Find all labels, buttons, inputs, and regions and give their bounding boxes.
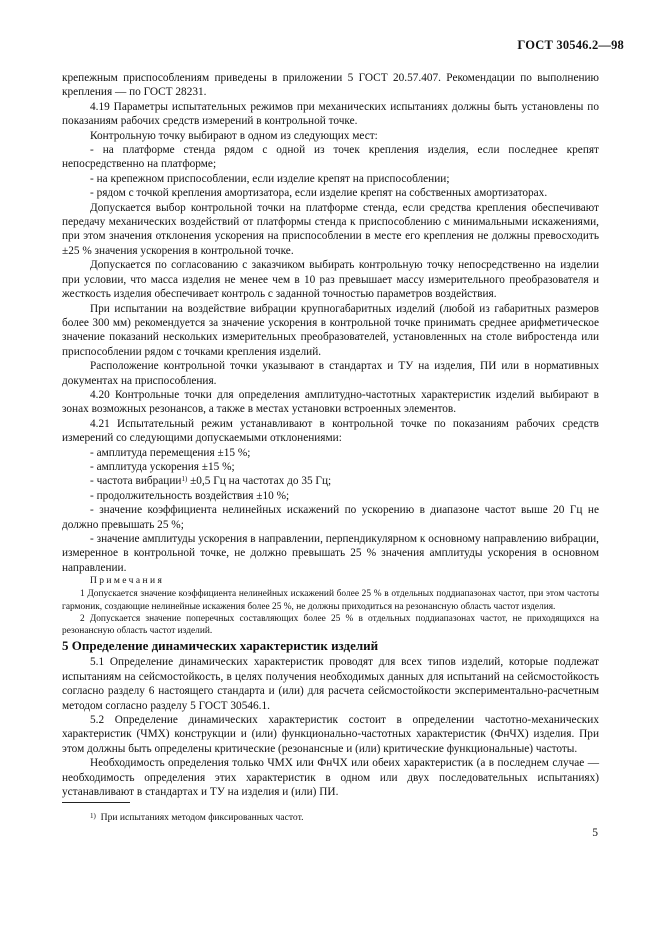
footnote-ref: 1) — [181, 475, 188, 484]
list-item: - продолжительность воздействия ±10 %; — [90, 489, 290, 502]
paragraph: Допускается выбор контрольной точки на платформе стенда, если средства крепления обеспечивают передачу механических воздействий от платформы стенда к приспособлению с минимальными искажениями, при этом значения отклонения ускорения на приспособлении в месте его крепления не должны превосходить ±25 % значения ускорения в контрольной точке. — [62, 201, 599, 257]
footnote — [90, 812, 303, 824]
list-item: - амплитуда перемещения ±15 %; — [90, 446, 251, 459]
page-number: 5 — [592, 827, 598, 839]
paragraph: 4.21 Испытательный режим устанавливают в контрольной точке по показаниям рабочих средств измерений со следующими допускаемыми отклонениями: — [62, 417, 599, 445]
list-item: - рядом с точкой крепления амортизатора, если изделие крепят на собственных амортизаторах. — [90, 187, 548, 200]
paragraph: крепежным приспособлениям приведены в приложении 5 ГОСТ 20.57.407. Рекомендации по выполнению крепления — по ГОСТ 28231. — [62, 72, 599, 99]
paragraph: При испытании на воздействие вибрации крупногабаритных изделий (любой из габаритных размеров более 300 мм) рекомендуется за значение ускорения в контрольной точке принимать среднее арифметическое значение показаний нескольких измерительных преобразователей, установленных на столе вибростенда или приспособлении рядом с точками крепления изделий. — [62, 302, 599, 358]
paragraph: 4.20 Контрольные точки для определения амплитудно-частотных характеристик изделий выбирают в зонах возможных резонансов, а также в местах установки встроенных элементов. — [62, 388, 599, 416]
paragraph: 5.1 Определение динамических характеристик проводят для всех типов изделий, которые подлежат испытаниям на сейсмостойкость, в целях получения необходимых данных для испытаний на сейсмостойкость согласно разделу 6 настоящего стандарта и (или) для расчета сейсмостойкости экспериментально-расчетным методом согласно разделу 5 ГОСТ 30546.1. — [62, 656, 599, 712]
document-header: ГОСТ 30546.2—98 — [517, 38, 624, 52]
freq-prefix: - частота вибрации — [90, 475, 182, 488]
section-heading: 5 Определение динамических характеристик изделий — [62, 638, 379, 654]
list-item: - амплитуда ускорения ±15 %; — [90, 460, 235, 473]
notes-title: Примечания — [90, 576, 165, 587]
paragraph: Контрольную точку выбирают в одном из следующих мест: — [90, 129, 378, 142]
list-item: - значение коэффициента нелинейных искажений по ускорению в диапазоне частот выше 20 Гц не должно превышать 25 %; — [62, 504, 599, 531]
list-item: - на крепежном приспособлении, если изделие крепят на приспособлении; — [90, 172, 450, 185]
paragraph: 4.19 Параметры испытательных режимов при механических испытаниях должны быть установлены по показаниям рабочих средств измерений в контрольной точке. — [62, 100, 599, 128]
paragraph: 5.2 Определение динамических характеристик состоит в определении частотно-механических характеристик (ЧМХ) конструкции и (или) функционально-частотных характеристик (ФнЧХ) изделия. При этом должны быть определены критические (резонансные и (или) критические функциональные) частоты. — [62, 714, 599, 755]
list-item: - значение амплитуды ускорения в направлении, перпендикулярном к основному направлению вибрации, измеренное в контрольной точке, не должно превышать 25 % значения амплитуды ускорения в основном направлении. — [62, 533, 599, 574]
list-item: - на платформе стенда рядом с одной из точек крепления изделия, если последнее крепят непосредственно на платформе; — [62, 144, 599, 171]
document-body — [62, 71, 599, 799]
footnote-marker: 1) — [90, 812, 96, 820]
freq-suffix: ±0,5 Гц на частотах до 35 Гц; — [187, 475, 332, 488]
paragraph: Допускается по согласованию с заказчиком выбирать контрольную точку непосредственно на изделии при условии, что масса изделия не менее чем в 10 раз превышает массу измерительного преобразователя и жесткость изделия обеспечивает контроль с заданной точностью параметров воздействия. — [62, 259, 599, 301]
paragraph: Расположение контрольной точки указывают в стандартах и ТУ на изделия, ПИ или в нормативных документах на приспособления. — [62, 360, 599, 387]
footnote-text: При испытаниях методом фиксированных частот. — [100, 812, 304, 823]
note-item: 2 Допускается значение поперечных составляющих более 25 % в отдельных поддиапазонах частот, не приходящихся на резонансную область частот изделий. — [62, 613, 599, 637]
paragraph: Необходимость определения только ЧМХ или ФнЧХ или обеих характеристик (а в последнем случае — необходимость определения этих характеристик в одном или двух последовательных испытаниях) устанавливают в стандартах и ТУ на изделия и (или) ПИ. — [62, 757, 599, 799]
note-item: 1 Допускается значение коэффициента нелинейных искажений более 25 % в отдельных поддиапазонах частот, при этом частоты гармоник, создающие нелинейные искажения более 25 %, не должны приходиться на резонансную область частот изделия. — [62, 589, 599, 612]
footnote-divider — [62, 802, 130, 803]
list-item-frequency — [62, 474, 599, 488]
